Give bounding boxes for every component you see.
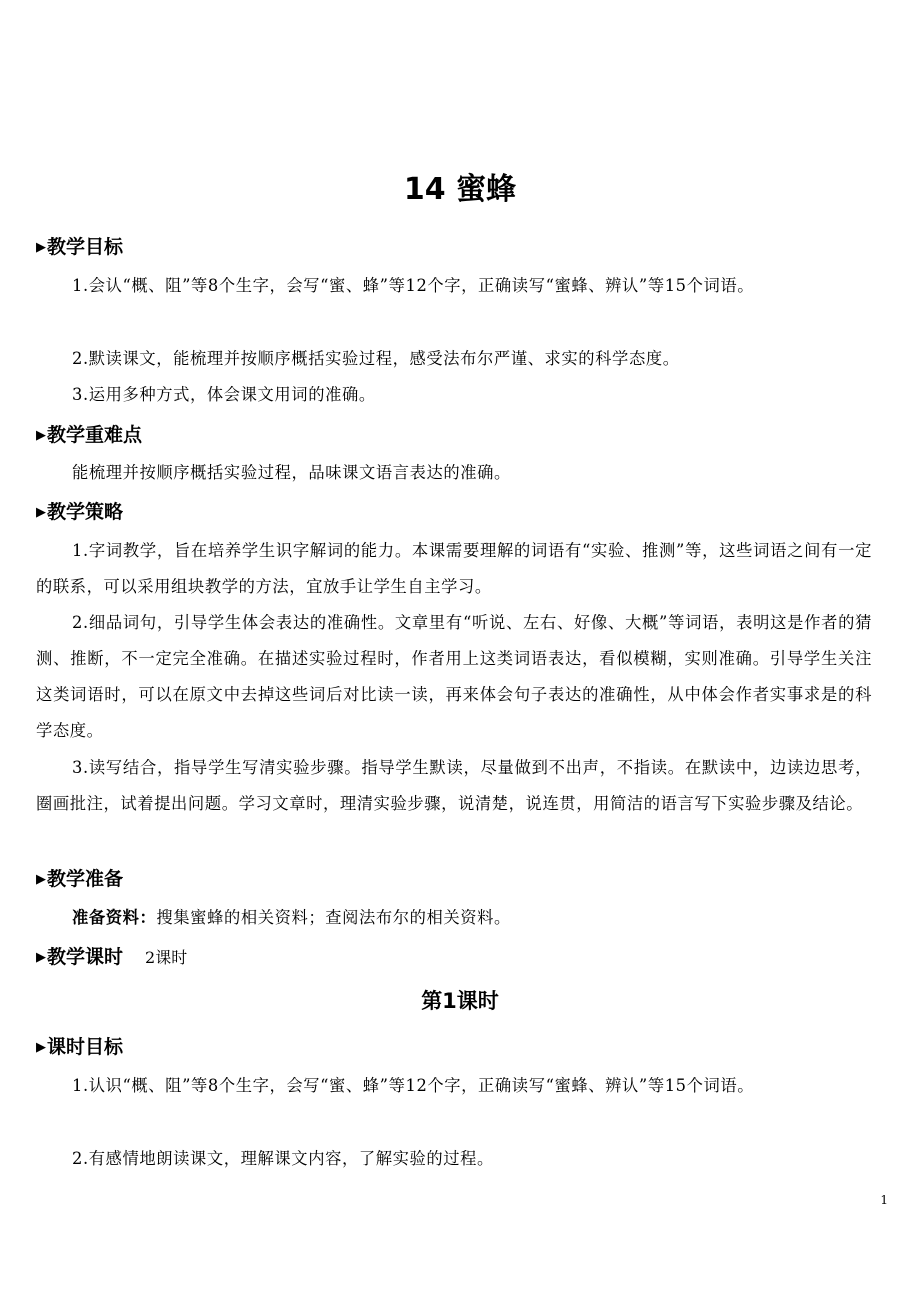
triangle-bullet-icon: ▶ — [36, 872, 46, 887]
triangle-bullet-icon: ▶ — [36, 505, 46, 520]
section-heading-session-objectives: ▶课时目标 — [36, 1033, 123, 1062]
strategy-item: 2.细品词句，引导学生体会表达的准确性。文章里有“听说、左右、好像、大概”等词语，表明这是作者的猜测、推断，不一定完全准确。在描述实验过程时，作者用上这类词语表达，看似模糊，实则准确。引导学生关注这类词语时，可以在原文中去掉这些词后对比读一读，再来体会句子表达的准确性，从中体会作者实事求是的科学态度。 — [36, 613, 872, 740]
preparation-label: 准备资料： — [72, 908, 157, 927]
page-number: 1 — [880, 1193, 888, 1207]
objective-item: 3.运用多种方式，体会课文用词的准确。 — [72, 385, 376, 404]
strategy-item: 3.读写结合，指导学生写清实验步骤。指导学生默读，尽量做到不出声，不指读。在默读中，边读边思考，圈画批注，试着提出问题。学习文章时，理清实验步骤，说清楚，说连贯，用简洁的语言写下实验步骤及结论。 — [36, 758, 872, 813]
triangle-bullet-icon: ▶ — [36, 240, 46, 255]
objective-item: 1.会认“概、阻”等8个生字，会写“蜜、蜂”等12个字，正确读写“蜜蜂、辨认”等15个词语。 — [72, 276, 755, 295]
preparation-content: 搜集蜜蜂的相关资料；查阅法布尔的相关资料。 — [156, 908, 511, 927]
triangle-bullet-icon: ▶ — [36, 950, 46, 965]
lesson-session-title: 第1课时 — [421, 989, 499, 1013]
section-heading-strategies: ▶教学策略 — [36, 498, 123, 527]
triangle-bullet-icon: ▶ — [36, 428, 46, 443]
triangle-bullet-icon: ▶ — [36, 1040, 46, 1055]
section-heading-key-points: ▶教学重难点 — [36, 421, 142, 450]
class-hours-value: 2课时 — [145, 948, 188, 967]
key-points-text: 能梳理并按顺序概括实验过程，品味课文语言表达的准确。 — [72, 463, 511, 482]
section-heading-class-hours: ▶教学课时 2课时 — [36, 943, 187, 972]
section-heading-preparation: ▶教学准备 — [36, 865, 123, 894]
objective-item: 2.默读课文，能梳理并按顺序概括实验过程，感受法布尔严谨、求实的科学态度。 — [72, 349, 680, 368]
strategy-item: 1.字词教学，旨在培养学生识字解词的能力。本课需要理解的词语有“实验、推测”等，这些词语之间有一定的联系，可以采用组块教学的方法，宜放手让学生自主学习。 — [36, 541, 872, 596]
session-objective-item: 2.有感情地朗读课文，理解课文内容，了解实验的过程。 — [72, 1149, 494, 1168]
section-heading-objectives: ▶教学目标 — [36, 233, 123, 262]
session-objective-item: 1.认识“概、阻”等8个生字，会写“蜜、蜂”等12个字，正确读写“蜜蜂、辨认”等15个词语。 — [72, 1076, 755, 1095]
preparation-text — [36, 900, 872, 936]
lesson-title: 14 蜜蜂 — [403, 172, 517, 207]
